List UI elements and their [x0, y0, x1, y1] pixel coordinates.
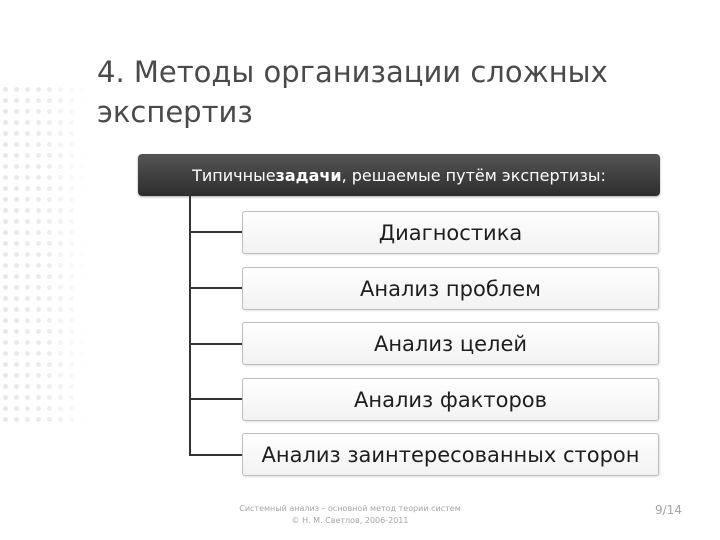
tree-connector-branch	[189, 287, 242, 289]
tree-connector-vertical	[189, 196, 191, 455]
tree-connector-branch	[189, 231, 242, 233]
header-text-bold: задачи	[275, 165, 342, 185]
slide-title: 4. Методы организации сложных экспертиз	[97, 55, 608, 129]
footer-line-1: Системный анализ – основной метод теории систем	[239, 504, 461, 513]
task-box-problem-analysis	[242, 267, 659, 310]
task-label: Анализ проблем	[360, 276, 541, 301]
tree-connector-branch	[189, 398, 242, 400]
tree-connector-branch	[189, 454, 242, 456]
header-text-prefix: Типичные	[192, 165, 276, 185]
task-label: Анализ заинтересованных сторон	[261, 442, 640, 467]
footer-line-2: © Н. М. Светлов, 2006-2011	[291, 516, 409, 525]
page-number: 9/14	[655, 503, 682, 517]
task-box-stakeholder-analysis	[242, 433, 659, 476]
slide-footer	[230, 503, 470, 527]
tasks-header-box	[138, 154, 660, 196]
task-label: Анализ целей	[373, 331, 528, 356]
decorative-pattern-fade	[0, 84, 86, 424]
task-box-goal-analysis	[242, 322, 659, 365]
task-label: Анализ факторов	[353, 387, 548, 412]
tree-connector-branch	[189, 343, 242, 345]
task-label: Диагностика	[378, 220, 523, 245]
header-text-suffix: , решаемые путём экспертизы:	[341, 165, 606, 185]
task-box-diagnostics	[242, 211, 659, 254]
task-box-factor-analysis	[242, 378, 659, 421]
